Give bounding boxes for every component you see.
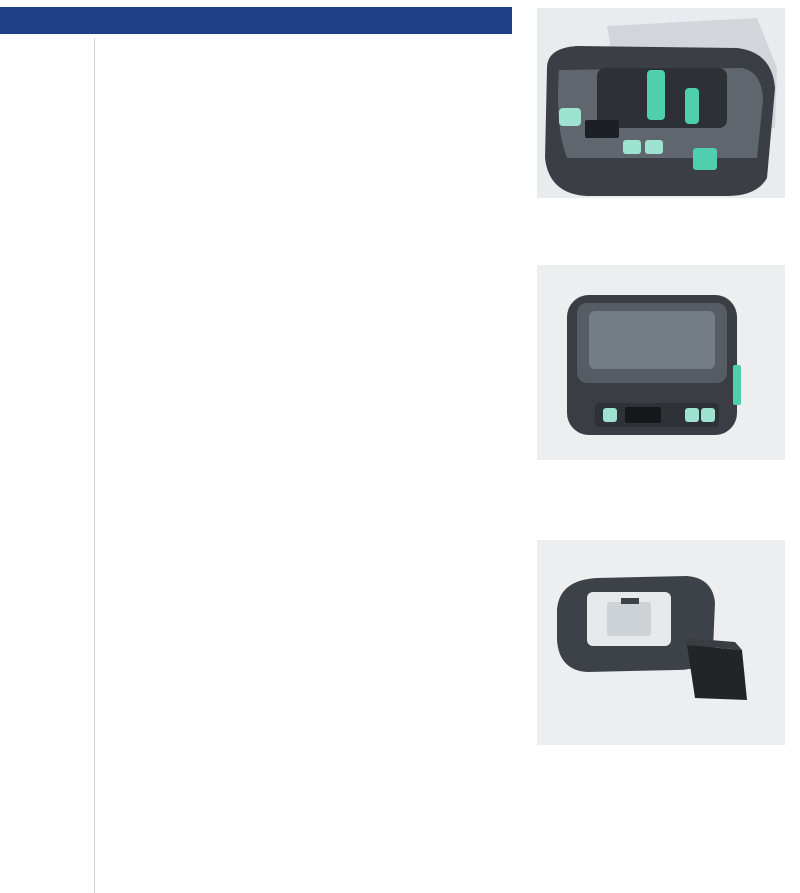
column-divider xyxy=(94,38,95,893)
photo-printer-front xyxy=(537,265,785,460)
photo-printer-battery xyxy=(537,540,785,745)
model-header xyxy=(0,7,512,34)
photo-printer-open xyxy=(537,8,785,198)
product-gallery xyxy=(537,0,785,893)
